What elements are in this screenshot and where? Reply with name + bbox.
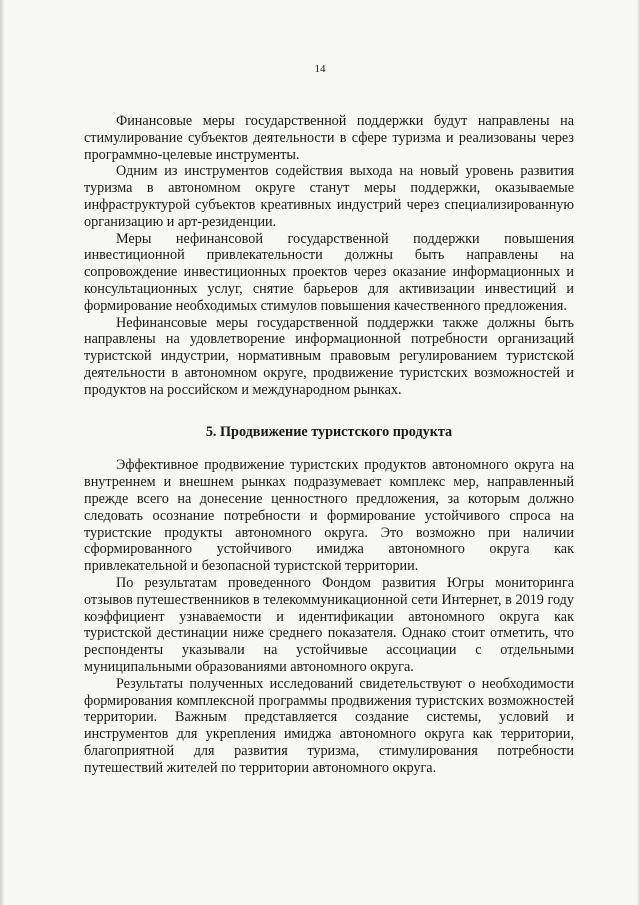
section-heading: 5. Продвижение туристского продукта xyxy=(205,423,453,440)
spacer xyxy=(84,399,574,424)
spacer xyxy=(84,440,574,457)
paragraph-non-financial-information: Нефинансовые меры государственной поддержки также должны быть направлены на удовлетворение информационной потребности организаций туристской индустрии, нормативным правовым регулированием туристской деятельности в автономном округе, продвижение туристских возможностей и продуктов на российском и международном рынках. xyxy=(84,314,574,398)
scan-edge-left xyxy=(0,0,4,905)
paragraph-research-results: Результаты полученных исследований свидетельствуют о необходимости формирования комплексной программы продвижения туристских возможностей территории. Важным представляется создание системы, условий и инструментов для укрепления имиджа автономного округа как территории, благоприятной для развития туризма, стимулирования потребности путешествий жителей по территории автономного округа. xyxy=(84,675,574,776)
paragraph-non-financial-investment: Меры нефинансовой государственной поддержки повышения инвестиционной привлекательности должны быть направлены на сопровождение инвестиционных проектов через оказание информационных и консультационных услуг, снятие барьеров для активизации инвестиций и формирование необходимых стимулов повышения качественного предложения. xyxy=(84,230,574,314)
paragraph-financial-measures: Финансовые меры государственной поддержки будут направлены на стимулирование субъектов деятельности в сфере туризма и реализованы через программно-целевые инструменты. xyxy=(84,113,574,163)
page-number: 14 xyxy=(314,63,326,75)
document-body xyxy=(84,113,574,776)
paragraph-effective-promotion: Эффективное продвижение туристских продуктов автономного округа на внутреннем и внешнем рынках подразумевает комплекс мер, направленный прежде всего на донесение ценностного предложения, за которым должно следовать осознание потребности и формирование устойчивого спроса на туристские продукты автономного округа. Это возможно при наличии сформированного устойчивого имиджа автономного округа как привлекательной и безопасной туристской территории. xyxy=(84,457,574,575)
paragraph-creative-industries: Одним из инструментов содействия выхода на новый уровень развития туризма в автономном округе станут меры поддержки, оказываемые инфраструктурой субъектов креативных индустрий через специализированную организацию и арт-резиденции. xyxy=(84,163,574,230)
paragraph-monitoring-results: По результатам проведенного Фондом развития Югры мониторинга отзывов путешественников в телекоммуникационной сети Интернет, в 2019 году коэффициент узнаваемости и идентификации автономного округа как туристской дестинации ниже среднего показателя. Однако стоит отметить, что респонденты указывали на устойчивые ассоциации с отдельными муниципальными образованиями автономного округа. xyxy=(84,574,574,675)
